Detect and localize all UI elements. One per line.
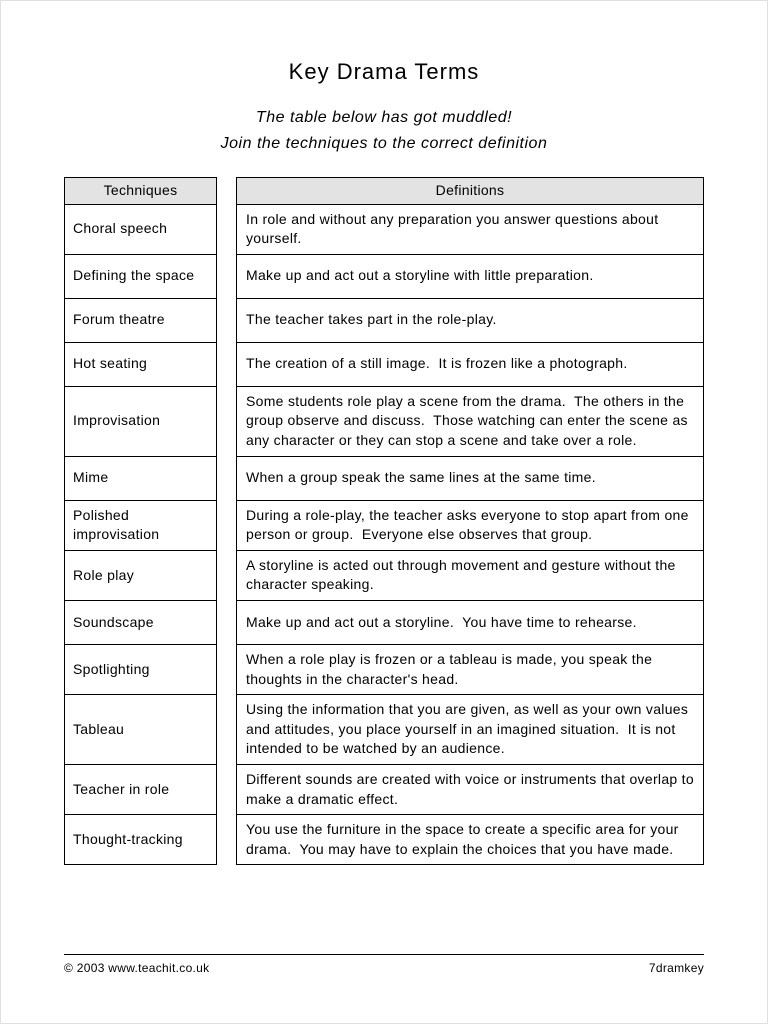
terms-table xyxy=(64,177,704,865)
definition-cell: Different sounds are created with voice or instruments that overlap to make a dramatic effect. xyxy=(236,765,704,815)
column-gap xyxy=(217,695,236,765)
technique-cell: Improvisation xyxy=(64,387,217,457)
subtitle-line-1: The table below has got muddled! xyxy=(255,109,513,126)
column-gap xyxy=(217,457,236,501)
footer-copyright: © 2003 www.teachit.co.uk xyxy=(64,961,210,975)
technique-cell: Spotlighting xyxy=(64,645,217,695)
page-footer xyxy=(64,954,704,975)
definition-cell: Some students role play a scene from the drama. The others in the group observe and discuss. Those watching can enter the scene as any character or they can stop a scene and take over a role. xyxy=(236,387,704,457)
definition-cell: The teacher takes part in the role-play. xyxy=(236,299,704,343)
column-gap xyxy=(217,815,236,865)
technique-cell: Polished improvisation xyxy=(64,501,217,551)
column-gap xyxy=(217,343,236,387)
column-gap xyxy=(217,177,236,205)
page-title: Key Drama Terms xyxy=(288,59,480,84)
definition-cell: In role and without any preparation you answer questions about yourself. xyxy=(236,205,704,255)
technique-cell: Teacher in role xyxy=(64,765,217,815)
technique-cell: Tableau xyxy=(64,695,217,765)
technique-cell: Role play xyxy=(64,551,217,601)
technique-cell: Hot seating xyxy=(64,343,217,387)
column-gap xyxy=(217,299,236,343)
technique-cell: Mime xyxy=(64,457,217,501)
technique-cell: Thought-tracking xyxy=(64,815,217,865)
technique-cell: Defining the space xyxy=(64,255,217,299)
subtitle-line-2: Join the techniques to the correct definition xyxy=(220,135,548,152)
column-gap xyxy=(217,501,236,551)
definition-cell: When a role play is frozen or a tableau is made, you speak the thoughts in the character's head. xyxy=(236,645,704,695)
definitions-header: Definitions xyxy=(236,177,704,205)
definition-cell: Make up and act out a storyline. You have time to rehearse. xyxy=(236,601,704,645)
technique-cell: Forum theatre xyxy=(64,299,217,343)
footer-document-code: 7dramkey xyxy=(648,961,704,975)
column-gap xyxy=(217,765,236,815)
definition-cell: A storyline is acted out through movement and gesture without the character speaking. xyxy=(236,551,704,601)
column-gap xyxy=(217,387,236,457)
column-gap xyxy=(217,205,236,255)
column-gap xyxy=(217,255,236,299)
definition-cell: Make up and act out a storyline with little preparation. xyxy=(236,255,704,299)
column-gap xyxy=(217,645,236,695)
technique-cell: Soundscape xyxy=(64,601,217,645)
technique-cell: Choral speech xyxy=(64,205,217,255)
column-gap xyxy=(217,551,236,601)
definition-cell: You use the furniture in the space to create a specific area for your drama. You may have to explain the choices that you have made. xyxy=(236,815,704,865)
definition-cell: When a group speak the same lines at the same time. xyxy=(236,457,704,501)
definition-cell: During a role-play, the teacher asks everyone to stop apart from one person or group. Everyone else observes that group. xyxy=(236,501,704,551)
definition-cell: The creation of a still image. It is frozen like a photograph. xyxy=(236,343,704,387)
column-gap xyxy=(217,601,236,645)
definition-cell: Using the information that you are given, as well as your own values and attitudes, you place yourself in an imagined situation. It is not intended to be watched by an audience. xyxy=(236,695,704,765)
techniques-header: Techniques xyxy=(64,177,217,205)
